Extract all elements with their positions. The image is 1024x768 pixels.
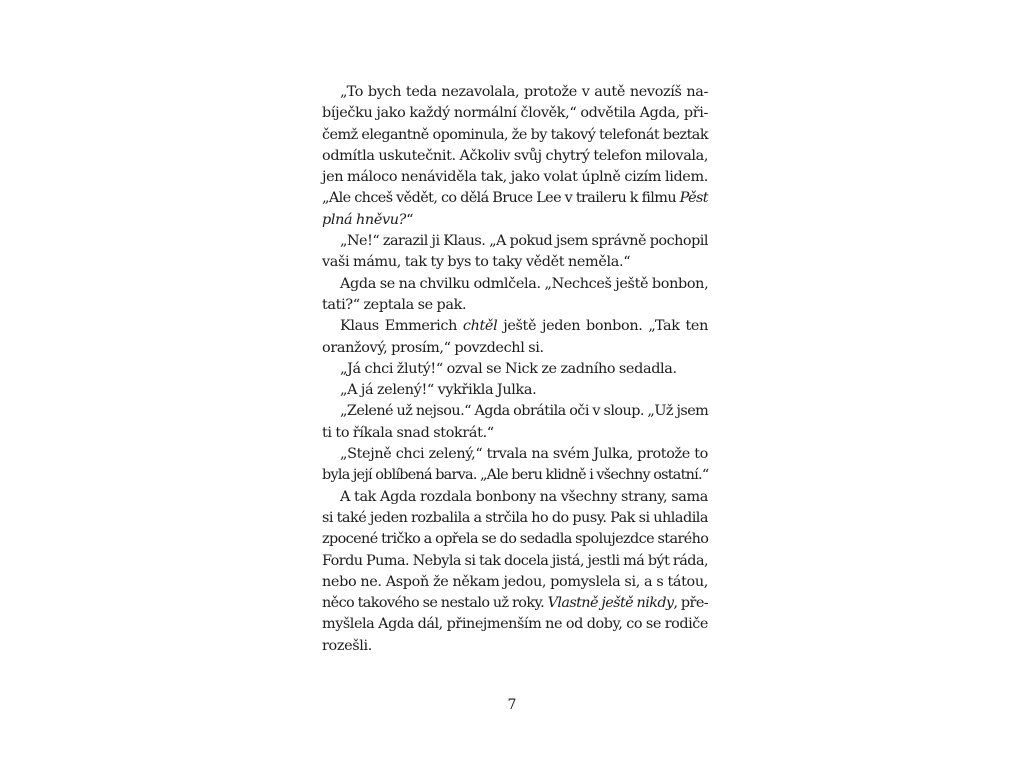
text-segment: „Ne!“ zarazil ji Klaus. „A pokud jsem správně pochopil	[340, 233, 708, 250]
text-line	[322, 82, 708, 103]
text-line	[322, 274, 708, 295]
text-segment: “	[406, 211, 414, 228]
text-line	[322, 636, 708, 657]
text-line	[322, 125, 708, 146]
text-segment: Klaus Emmerich	[340, 318, 463, 335]
text-segment: čemž elegantně opominula, že by takový telefonát beztak	[322, 126, 708, 143]
italic-text: Vlastně ještě nikdy	[547, 595, 674, 612]
text-segment: vaši mámu, tak ty bys to taky vědět neměla.“	[322, 254, 631, 271]
text-line	[322, 487, 708, 508]
text-segment: myšlela Agda dál, přinejmenším ne od doby, co se rodiče	[322, 616, 708, 633]
text-line	[322, 146, 708, 167]
text-segment: , pře-	[673, 595, 708, 612]
text-line	[322, 316, 708, 337]
text-line	[322, 614, 708, 635]
text-segment: tati?“ zeptala se pak.	[322, 296, 467, 313]
text-line	[322, 252, 708, 273]
paragraph	[322, 274, 708, 317]
italic-text: Pěst	[679, 190, 708, 207]
paragraph	[322, 316, 708, 359]
text-segment: nebo ne. Aspoň že někam jedou, pomyslela si, a s tátou,	[322, 573, 708, 590]
text-line	[322, 465, 708, 486]
text-line	[322, 593, 708, 614]
text-segment: si také jeden rozbalila a strčila ho do pusy. Pak si uhladila	[322, 509, 708, 526]
text-line	[322, 103, 708, 124]
text-segment: „Zelené už nejsou.“ Agda obrátila oči v sloup. „Už jsem	[340, 403, 709, 420]
text-segment: bíječku jako každý normální člověk,“ odvětila Agda, při-	[322, 105, 708, 122]
text-segment: ještě jeden bonbon. „Tak ten	[497, 318, 709, 335]
text-line	[322, 423, 708, 444]
italic-text: plná hněvu?	[322, 211, 407, 228]
text-segment: odmítla uskutečnit. Ačkoliv svůj chytrý telefon milovala,	[322, 147, 709, 164]
paragraph	[322, 231, 708, 274]
text-segment: „To bych teda nezavolala, protože v autě nevozíš na-	[340, 84, 708, 100]
text-segment: „A já zelený!“ vykřikla Julka.	[340, 382, 537, 399]
text-line	[322, 508, 708, 529]
text-line	[322, 380, 708, 401]
paragraph	[322, 444, 708, 487]
text-line	[322, 359, 708, 380]
text-line	[322, 551, 708, 572]
text-segment: oranžový, prosím,“ povzdechl si.	[322, 339, 544, 356]
text-segment: Agda se na chvilku odmlčela. „Nechceš ještě bonbon,	[340, 275, 709, 292]
text-segment: něco takového se nestalo už roky.	[322, 595, 548, 612]
text-line	[322, 188, 708, 209]
text-segment: zpocené tričko a opřela se do sedadla spolujezdce starého	[322, 531, 709, 548]
paragraph	[322, 82, 708, 231]
text-line	[322, 338, 708, 359]
text-line	[322, 444, 708, 465]
text-line	[322, 529, 708, 550]
page-number: 7	[507, 697, 517, 713]
paragraph	[322, 380, 708, 401]
paragraph	[322, 359, 708, 380]
paragraph	[322, 487, 708, 657]
text-segment: jen máloco nenáviděla tak, jako volat úplně cizím lidem.	[322, 169, 708, 186]
text-segment: „Já chci žlutý!“ ozval se Nick ze zadního sedadla.	[340, 360, 677, 377]
text-segment: rozešli.	[322, 637, 373, 654]
paragraph	[322, 401, 708, 444]
text-segment: A tak Agda rozdala bonbony na všechny strany, sama	[340, 488, 708, 505]
text-line	[322, 210, 708, 231]
text-segment: Fordu Puma. Nebyla si tak docela jistá, jestli má být ráda,	[322, 552, 708, 569]
italic-text: chtěl	[462, 318, 498, 335]
text-line	[322, 401, 708, 422]
text-segment: „Stejně chci zelený,“ trvala na svém Julka, protože to	[340, 446, 708, 463]
text-line	[322, 295, 708, 316]
text-segment: „Ale chceš vědět, co dělá Bruce Lee v traileru k filmu	[322, 190, 680, 207]
text-segment: byla její oblíbená barva. „Ale beru klidně i všechny ostatní.“	[322, 467, 709, 484]
text-segment: ti to říkala snad stokrát.“	[322, 424, 494, 441]
text-line	[322, 231, 708, 252]
text-line	[322, 572, 708, 593]
body-text	[322, 82, 708, 657]
text-line	[322, 167, 708, 188]
